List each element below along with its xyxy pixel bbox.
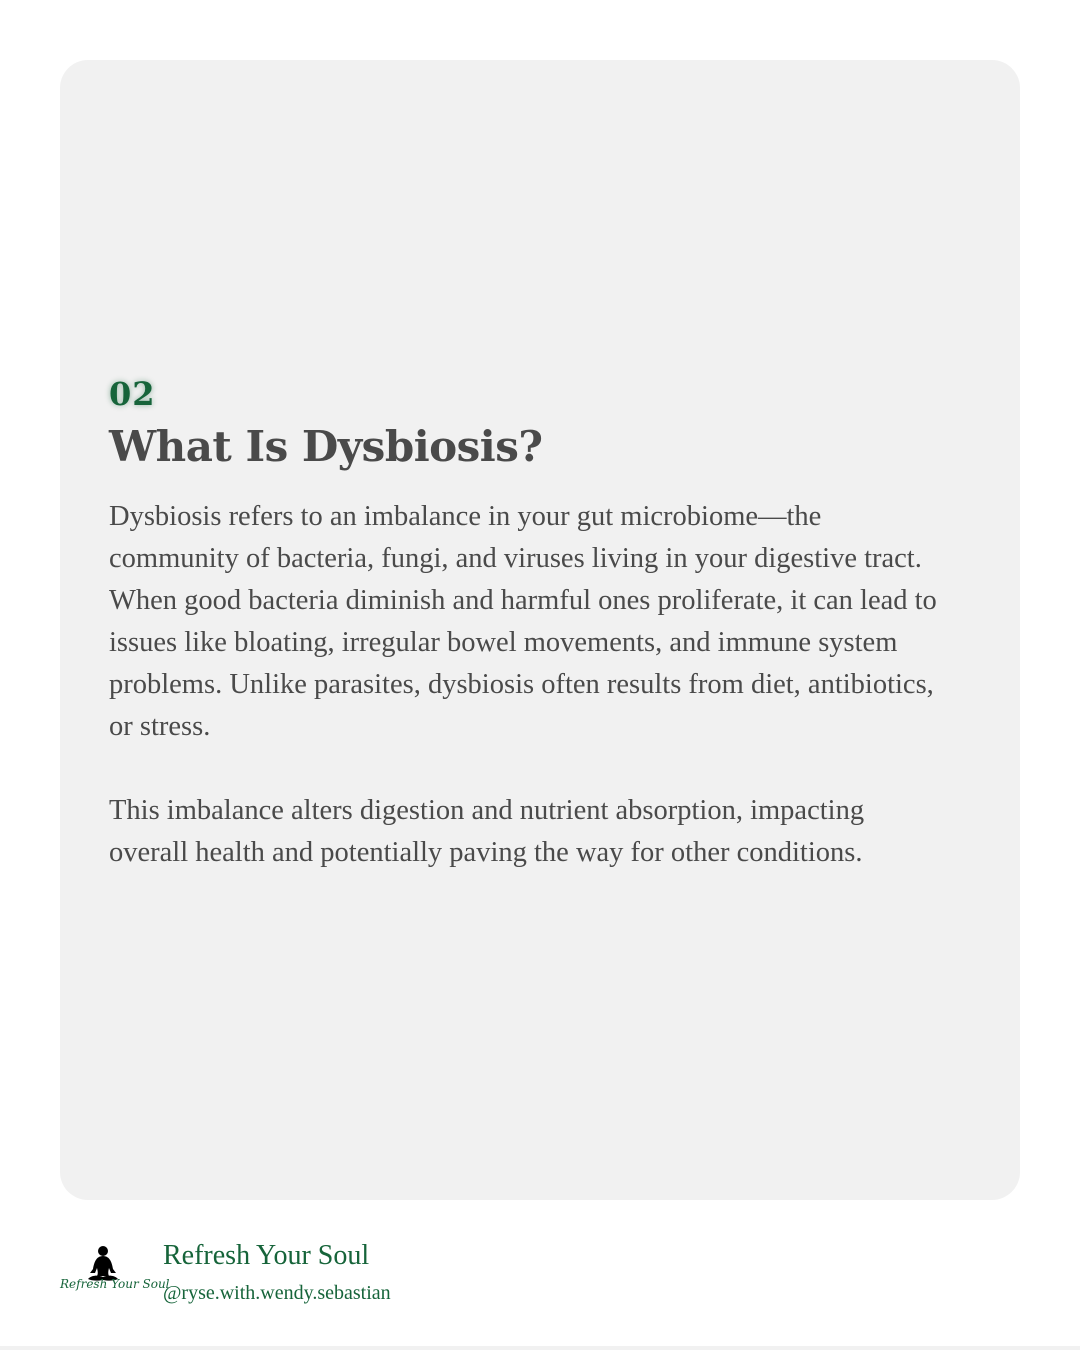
slide-number: 02 <box>109 375 156 413</box>
logo-wordmark: Refresh Your Soul <box>60 1277 170 1291</box>
slide-title: What Is Dysbiosis? <box>109 422 543 471</box>
brand-info <box>163 1241 391 1306</box>
social-handle[interactable]: @ryse.with.wendy.sebastian <box>163 1282 391 1305</box>
body-paragraph-2: This imbalance alters digestion and nutrient absorption, impacting overall health and potentially paving the way for other conditions. <box>109 795 865 869</box>
footer <box>60 1238 391 1308</box>
brand-logo <box>60 1243 170 1303</box>
card-content <box>109 375 949 874</box>
content-card <box>60 60 1020 1200</box>
bottom-divider <box>0 1346 1080 1350</box>
brand-name: Refresh Your Soul <box>163 1239 370 1271</box>
body-paragraph-1: Dysbiosis refers to an imbalance in your gut microbiome—the community of bacteria, fungi, and viruses living in your digestive tract. When good bacteria diminish and harmful ones proliferate, it can lead to issues like bloating, irregular bowel movements, and immune system problems. Unlike parasites, dysbiosis often results from diet, antibiotics, or stress. <box>109 501 937 743</box>
